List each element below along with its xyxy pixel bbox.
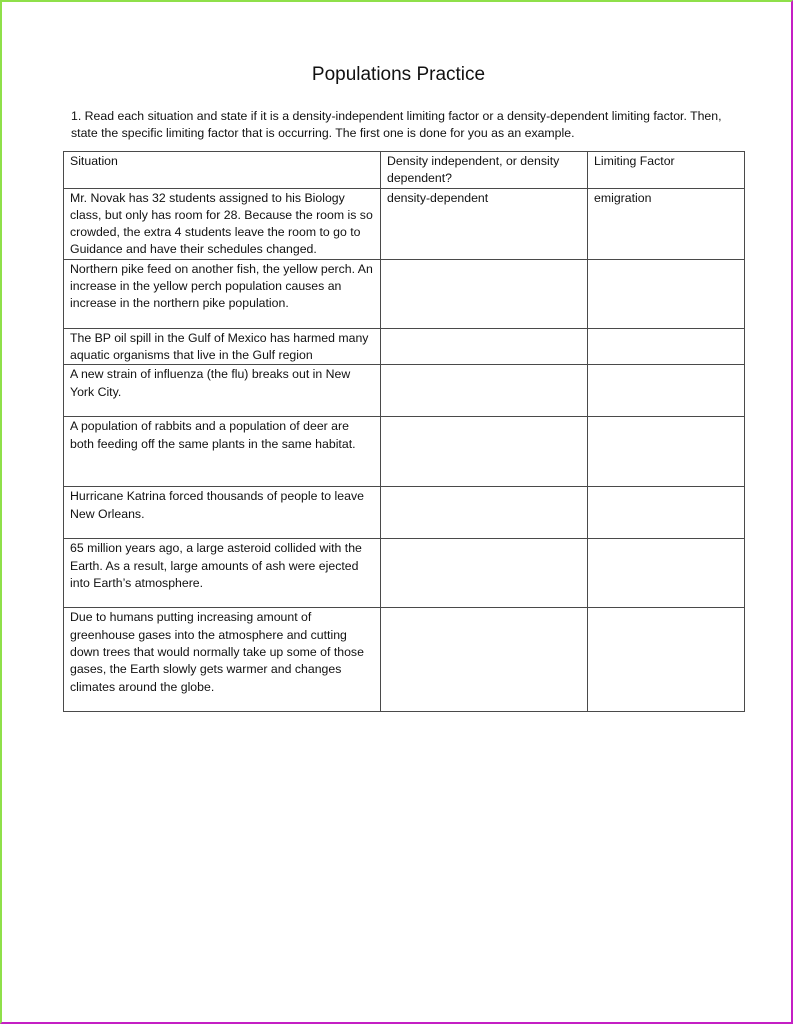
situation-cell: Mr. Novak has 32 students assigned to his Biology class, but only has room for 28. Because the room is so crowded, the extra 4 students leave the room to go to Guidance and have their schedules changed. [64,188,381,259]
density-answer-cell[interactable] [381,259,588,328]
table-row [64,259,745,328]
situation-cell: The BP oil spill in the Gulf of Mexico has harmed many aquatic organisms that live in the Gulf region [64,328,381,365]
density-answer-cell[interactable] [381,328,588,365]
limiting-factor-answer-cell[interactable] [588,417,745,487]
table-row [64,328,745,365]
table-row [64,188,745,259]
limiting-factors-table [63,151,745,712]
table-header-row [64,152,745,189]
situation-cell: A new strain of influenza (the flu) breaks out in New York City. [64,365,381,417]
limiting-factor-answer-cell[interactable] [588,487,745,539]
header-density-type: Density independent, or density dependent? [381,152,588,189]
table-row [64,539,745,608]
limiting-factor-answer-cell[interactable] [588,328,745,365]
situation-cell: Northern pike feed on another fish, the yellow perch. An increase in the yellow perch population causes an increase in the northern pike population. [64,259,381,328]
situation-cell: Due to humans putting increasing amount of greenhouse gases into the atmosphere and cutting down trees that would normally take up some of those gases, the Earth slowly gets warmer and changes climates around the globe. [64,608,381,712]
table-row [64,417,745,487]
limiting-factor-answer-cell[interactable] [588,365,745,417]
density-answer-cell[interactable]: density-dependent [381,188,588,259]
density-answer-cell[interactable] [381,365,588,417]
header-limiting-factor: Limiting Factor [588,152,745,189]
page-title: Populations Practice [311,64,486,85]
situation-cell: A population of rabbits and a population of deer are both feeding off the same plants in the same habitat. [64,417,381,487]
table-row [64,365,745,417]
instructions-text: 1. Read each situation and state if it is a density-independent limiting factor or a density-dependent limiting factor. Then, state the specific limiting factor that is occurring. The first one is done for you as an example. [71,109,722,140]
table-row [64,487,745,539]
table-row [64,608,745,712]
limiting-factor-answer-cell[interactable]: emigration [588,188,745,259]
situation-cell: 65 million years ago, a large asteroid collided with the Earth. As a result, large amounts of ash were ejected into Earth’s atmosphere. [64,539,381,608]
header-situation: Situation [64,152,381,189]
situation-cell: Hurricane Katrina forced thousands of people to leave New Orleans. [64,487,381,539]
density-answer-cell[interactable] [381,417,588,487]
limiting-factor-answer-cell[interactable] [588,539,745,608]
density-answer-cell[interactable] [381,487,588,539]
limiting-factor-answer-cell[interactable] [588,608,745,712]
density-answer-cell[interactable] [381,608,588,712]
density-answer-cell[interactable] [381,539,588,608]
limiting-factor-answer-cell[interactable] [588,259,745,328]
